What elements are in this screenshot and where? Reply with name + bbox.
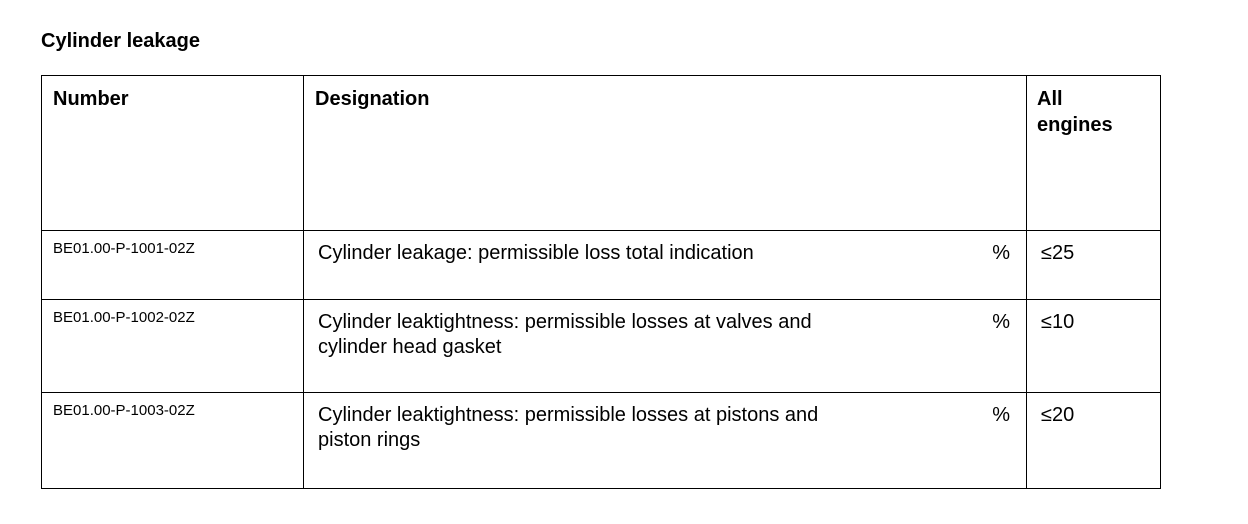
- spec-value: ≤20: [1041, 404, 1075, 426]
- page-title: Cylinder leakage: [41, 30, 200, 52]
- spec-value: ≤10: [1041, 311, 1075, 333]
- value-cell: [1027, 231, 1161, 300]
- value-cell: [1027, 393, 1161, 489]
- table-row: [42, 231, 1161, 300]
- column-header-number-label: Number: [53, 88, 129, 110]
- column-header-number: [42, 76, 304, 231]
- cylinder-leakage-table: [41, 75, 1161, 489]
- value-cell: [1027, 300, 1161, 393]
- column-header-all-engines: [1027, 76, 1161, 231]
- spec-number: BE01.00-P-1001-02Z: [53, 240, 195, 257]
- column-header-all-engines-label: All engines: [1037, 88, 1113, 136]
- table-row: [42, 393, 1161, 489]
- column-header-designation-label: Designation: [315, 88, 430, 110]
- spec-unit: %: [992, 311, 1010, 333]
- spec-number: BE01.00-P-1003-02Z: [53, 402, 195, 419]
- spec-unit: %: [992, 242, 1010, 264]
- spec-designation: Cylinder leakage: permissible loss total indication: [318, 242, 754, 264]
- column-header-designation: [304, 76, 1027, 231]
- number-cell: [42, 231, 304, 300]
- spec-value: ≤25: [1041, 242, 1075, 264]
- designation-cell: [304, 300, 1027, 393]
- designation-cell: [304, 393, 1027, 489]
- spec-number: BE01.00-P-1002-02Z: [53, 309, 195, 326]
- designation-cell: [304, 231, 1027, 300]
- number-cell: [42, 300, 304, 393]
- table-row: [42, 300, 1161, 393]
- number-cell: [42, 393, 304, 489]
- table-header-row: [42, 76, 1161, 231]
- spec-unit: %: [992, 404, 1010, 426]
- spec-designation: Cylinder leaktightness: permissible losses at pistons and piston rings: [318, 404, 819, 451]
- spec-designation: Cylinder leaktightness: permissible losses at valves and cylinder head gasket: [318, 311, 812, 358]
